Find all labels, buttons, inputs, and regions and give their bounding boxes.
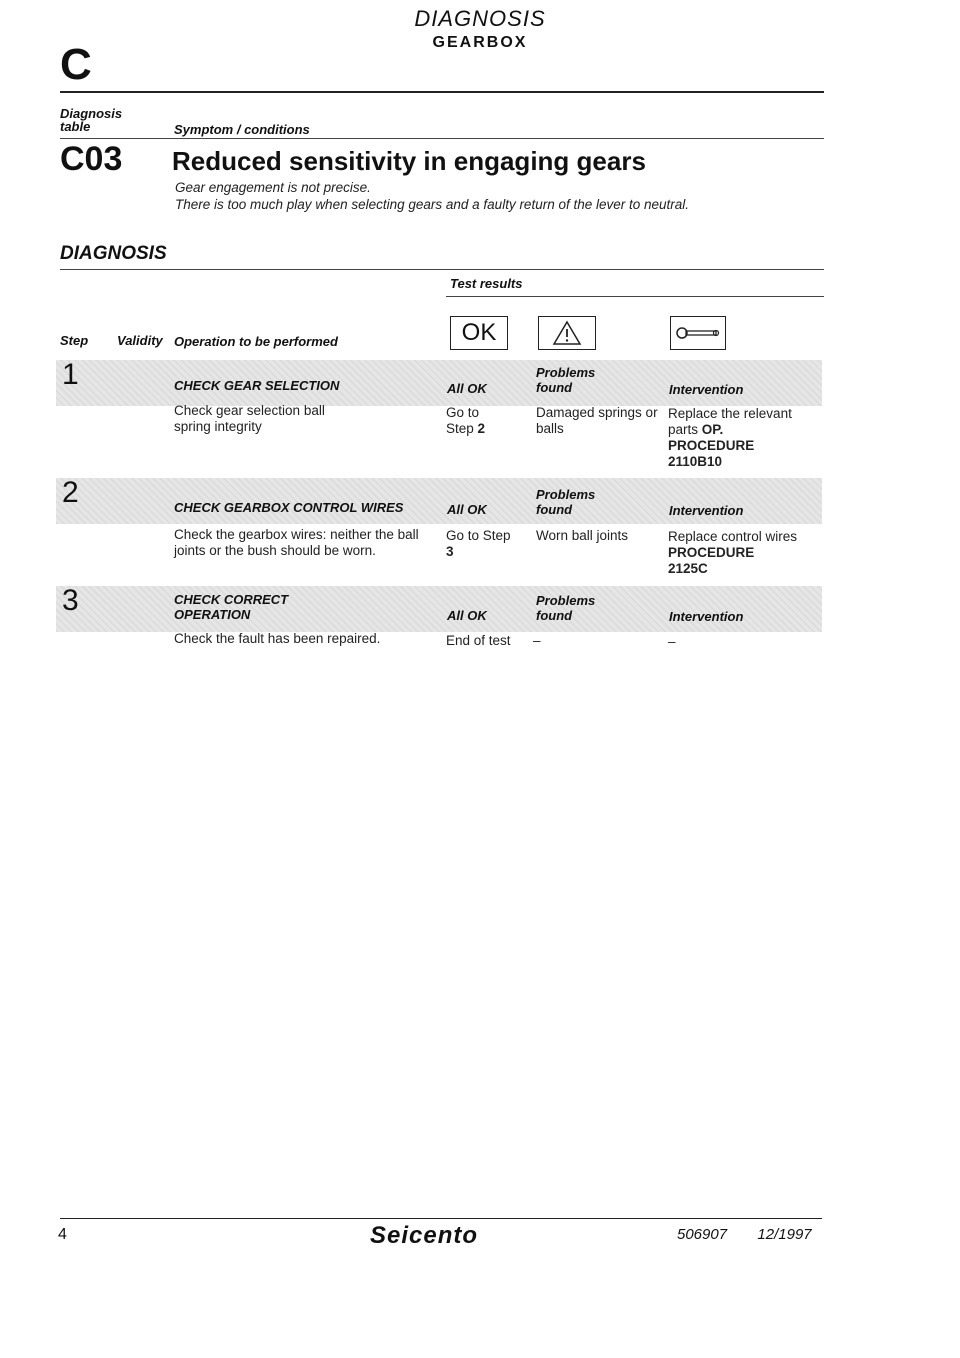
step-2-go-to: Go to Step (446, 528, 511, 543)
fault-description-1: Gear engagement is not precise. (175, 180, 371, 195)
step-1-intervention-text: Replace the relevant parts (668, 406, 792, 437)
diagnosis-table-label: Diagnosis table (60, 106, 123, 134)
ok-icon (450, 316, 508, 350)
diagnosis-rule (60, 269, 824, 270)
step-1-operation: Check gear selection ball spring integrity (174, 403, 325, 434)
step-3-ok-result: End of test (446, 633, 511, 648)
col-validity: Validity (117, 333, 163, 348)
step-3-intervention: Intervention (669, 609, 744, 624)
step-2-problem-detail: Worn ball joints (536, 528, 629, 543)
step-2-intervention-text: Replace control wires (668, 529, 798, 544)
step-2-number: 2 (62, 476, 79, 509)
diagnosis-heading: DIAGNOSIS (60, 243, 167, 264)
step-1-step-word: Step (446, 421, 474, 436)
step-2-procedure-code: 2125C (668, 561, 708, 576)
fault-description-2: There is too much play when selecting gears and a faulty return of the lever to neutral. (175, 197, 690, 212)
step-1-ok-result (446, 405, 506, 437)
header-title: DIAGNOSIS (414, 6, 546, 31)
step-3-problem-detail: – (533, 633, 541, 648)
step-1-procedure-code: 2110B10 (668, 454, 723, 469)
step-2-intervention-detail (668, 529, 818, 577)
footer-rule (60, 1218, 822, 1219)
label-rule (60, 138, 824, 139)
ok-icon-label: OK (461, 319, 497, 346)
doc-reference (677, 1226, 812, 1243)
doc-number: 506907 (677, 1226, 728, 1243)
step-1-all-ok: All OK (447, 381, 487, 396)
step-1-number: 1 (62, 358, 79, 391)
step-3-title: CHECK CORRECT OPERATION (174, 592, 289, 622)
fault-title: Reduced sensitivity in engaging gears (172, 146, 646, 176)
step-2-next-step: 3 (446, 544, 454, 559)
step-3-number: 3 (62, 584, 79, 617)
brand-logo: Seicento (370, 1222, 479, 1249)
step-2-problems: Problems found (536, 487, 596, 517)
step-2-procedure: PROCEDURE (668, 545, 755, 560)
step-1-intervention: Intervention (669, 382, 744, 397)
col-step: Step (60, 333, 89, 348)
step-1-problem-detail: Damaged springs or balls (536, 405, 658, 436)
col-operation: Operation to be performed (174, 334, 338, 349)
doc-date: 12/1997 (757, 1226, 812, 1243)
step-2-title: CHECK GEARBOX CONTROL WIRES (174, 500, 404, 515)
step-3-operation: Check the fault has been repaired. (174, 631, 381, 646)
test-results-rule (446, 296, 824, 297)
warning-icon (538, 316, 596, 350)
step-3-all-ok: All OK (447, 608, 487, 623)
step-1-procedure: PROCEDURE (668, 438, 755, 453)
step-1-next-step: 2 (477, 421, 486, 436)
header-rule (60, 91, 824, 93)
step-1-intervention-detail (668, 406, 818, 470)
test-results-label: Test results (450, 276, 523, 291)
symptom-label: Symptom / conditions (174, 122, 310, 137)
step-1-go-to: Go to (446, 405, 480, 420)
wrench-icon (670, 316, 726, 350)
fault-code: C03 (60, 140, 123, 178)
step-3-problems: Problems found (536, 593, 596, 623)
step-2-operation: Check the gearbox wires: neither the ball joints or the bush should be worn. (174, 527, 419, 558)
step-2-intervention: Intervention (669, 503, 744, 518)
step-3-intervention-detail: – (668, 634, 676, 649)
step-1-title: CHECK GEAR SELECTION (174, 378, 340, 393)
header-subtitle: GEARBOX (432, 34, 528, 51)
section-letter: C (60, 40, 92, 89)
page-number: 4 (58, 1226, 67, 1243)
step-1-op: OP. (701, 422, 724, 437)
step-2-ok-result (446, 528, 526, 560)
step-1-problems: Problems found (536, 365, 596, 395)
step-2-all-ok: All OK (447, 502, 487, 517)
